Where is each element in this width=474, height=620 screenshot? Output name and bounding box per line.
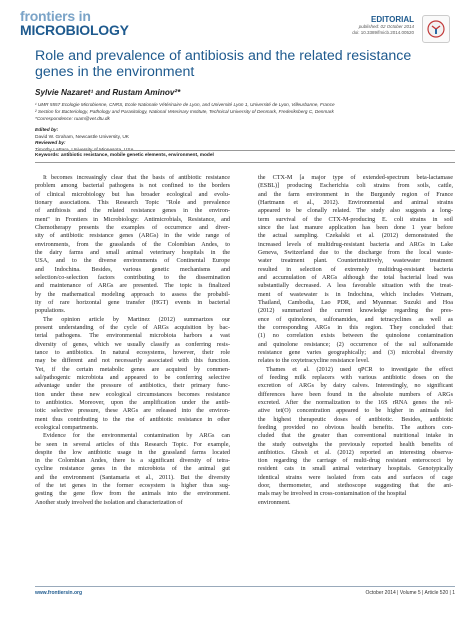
body-line: appeared to be clonally related. The study also suggests a long-: [258, 208, 453, 215]
title-line-1: Role and prevalence of antibiosis and the related resistance: [35, 48, 412, 64]
body-line: excretion of ARGs by dairy calves. Interestingly, no significant: [258, 383, 453, 390]
crossmark-icon[interactable]: [422, 15, 450, 43]
edited-by-block: [35, 128, 335, 142]
body-line: antibiotics. Ghosh et al. (2012) reported an interesting observa-: [258, 449, 453, 456]
body-line: and the environment (Santamaria et al., 2011). But the diversity: [35, 474, 230, 481]
body-line: Yet, if the certain metabolic genes are acquired by commen-: [35, 366, 230, 373]
correspondence: *Correspondence: ruam@vet.dtu.dk: [35, 115, 110, 121]
body-line: terial pathogens. The environmental microbiota harbors a vast: [35, 333, 230, 340]
published-date: published: 02 October 2014: [358, 24, 414, 29]
journal-logo: [20, 8, 129, 40]
affiliation-2: ² Section for Bacteriology, Pathology and Parasitology, National Veterinary Institute, Technical University of Denmark, Frederiksberg C, Denmark: [35, 108, 334, 114]
body-line: tion regarding the carriage of multi-drug resistant enterococci by: [258, 458, 453, 465]
doi: doi: 10.3389/fmicb.2014.00520: [352, 30, 414, 35]
body-line: present understanding of the cycle of ARGs acquisition by bac-: [35, 324, 230, 331]
body-line: problem among bacterial pathogens is not confined to the borders: [35, 183, 230, 190]
journal-name-line2: MICROBIOLOGY: [20, 22, 129, 38]
reviewed-by: Timothy LaPara, University of Minnesota, USA: [35, 147, 134, 153]
body-line: water treatment plant. Counterintuitively, wastewater treatment: [258, 258, 453, 265]
affiliations: [35, 102, 455, 122]
body-line: ence of quinolones, sulfonamides, and tetracyclines as well as: [258, 316, 453, 323]
title-line-2: genes in the environment: [35, 63, 195, 80]
body-line: ment thus contributing to the rise of antibiotic resistance in other: [35, 416, 230, 423]
body-line: term survival of the CTX-M-producing E. coli strains in soil: [258, 216, 453, 223]
citation: October 2014 | Volume 5 | Article 520 | 1: [365, 590, 455, 596]
body-line: Another study involved the isolation and characterization of: [35, 499, 183, 506]
body-line: in the Colombian Andes, there is a significant diversity of tetra-: [35, 458, 230, 465]
body-line: ecological compartments.: [35, 424, 99, 431]
body-line: tance to antibiotics. In natural ecosystems, however, their role: [35, 349, 230, 356]
body-line: and Indochina. Besides, various genetic mechanisms and: [35, 266, 230, 273]
body-line: ative tet(O) concentration appeared to be higher in animals fed: [258, 408, 453, 415]
body-line: (Hartmann et al., 2012). Environmental and animal strains: [258, 199, 453, 206]
footer-divider: [35, 586, 455, 587]
body-line: despite the low antibiotic usage in the grassland farms located: [35, 449, 230, 456]
body-line: populations.: [35, 308, 66, 315]
body-line: resident cats in small animal veterinary hospitals. Genotypically: [258, 466, 453, 473]
body-line: iotic selective pressure, these ARGs are released into the environ-: [35, 408, 230, 415]
journal-name-line1: frontiers in: [20, 8, 91, 24]
body-line: (ESBL)] producing Escherichia coli strains from soils, cattle,: [258, 183, 453, 190]
body-line: and maintenance of ARGs are presented. The topic is finalized: [35, 283, 230, 290]
body-line: (1) no correlation exists between the quinolone contamination: [258, 333, 453, 340]
body-line: mals may be involved in cross-contamination of the hospital: [258, 491, 407, 498]
body-line: relates to the oxytetracycline resistance level.: [258, 358, 370, 365]
body-line: advantage under the pressure of antibiotics, their primary func-: [35, 383, 230, 390]
body-line: ment of wastewater is in Indochina, which includes Vietnam,: [258, 291, 453, 298]
body-line: sity of antibiotic resistance genes (ARGs) in the wide range of: [35, 233, 230, 240]
body-line: be seen in several articles of this Research Topic. For example,: [35, 441, 230, 448]
body-line: environment.: [258, 499, 291, 506]
body-line: of feeding milk replacers with various antibiotic doses on the: [258, 374, 453, 381]
body-line: Evidence for the environmental contamination by ARGs can: [43, 433, 230, 440]
body-line: excreted. After the normalization to the 16S rRNA genes the rel-: [258, 399, 453, 406]
body-line: substantially decreased. A less favorable situation with the treat-: [258, 283, 453, 290]
edited-by: David W. Graham, Newcastle University, UK: [35, 134, 130, 140]
crossmark-graphic: [427, 20, 445, 38]
body-line: ment" in Frontiers in Microbiology: Antimicrobials, Resistance, and: [35, 216, 230, 223]
body-line: the highest therapeutic doses of antibiotic. Besides, antibiotic: [258, 416, 453, 423]
body-line: of the tet genes in the former ecosystem is higher thus sug-: [35, 483, 230, 490]
body-line: resulted in selection of extremely multidrug-resistant bacteria: [258, 266, 453, 273]
reviewed-by-label: Reviewed by:: [35, 141, 66, 146]
body-line: (2012) summarized the current knowledge regarding the pres-: [258, 308, 453, 315]
body-line: selection/co-selection factors contributing to the dissemination: [35, 274, 230, 281]
body-line: and the farm environment in the Burgundy region of France: [258, 191, 453, 198]
body-line: tion under these new ecological circumstances becomes resistance: [35, 391, 230, 398]
divider: [35, 162, 455, 163]
body-line: by the mathematical modeling approach to assess the probabil-: [35, 291, 230, 298]
body-line: differences have been found in the absolute numbers of ARGs: [258, 391, 453, 398]
body-line: diversity of genes, which we usually classify as conferring resis-: [35, 341, 230, 348]
body-line: Geneva, Switzerland due to the discharge from the local waste-: [258, 249, 453, 256]
article-type-block: [352, 15, 414, 36]
body-line: of clinical microbiology but has broader ecological and evolu-: [35, 191, 230, 198]
body-line: increased levels of multidrug-resistant bacteria and ARGs in Lake: [258, 241, 453, 248]
body-line: of antibiosis and the related resistance genes in the environ-: [35, 208, 230, 215]
body-line: and quinolone resistance; (2) occurrence of the sul sulfonamide: [258, 341, 453, 348]
body-line: gesting the gene flow from the animals into the environment.: [35, 491, 230, 498]
body-column-right: [258, 174, 453, 574]
article-type: EDITORIAL: [371, 15, 414, 24]
body-line: may be different and not necessarily associated with this function.: [35, 358, 230, 365]
body-line: the corresponding ARGs in this region. They concluded that:: [258, 324, 453, 331]
body-line: Chemotherapy presents the examples of occurrence and diver-: [35, 224, 230, 231]
body-line: sal/pathogenic microbiota and appeared to be conferring selective: [35, 374, 230, 381]
body-line: ity of rare horizontal gene transfer (HGT) events in bacterial: [35, 299, 230, 306]
body-line: Thames et al. (2012) used qPCR to investigate the effect: [266, 366, 453, 373]
affiliation-1: ¹ UMR 5557 Ecologie Microbienne, CNRS, Ecole Nationale Vétérinaire de Lyon, and Université Lyon 1, Université de Lyon, Villeurbanne, France: [35, 102, 335, 107]
body-line: and accumulation of ARGs although the total bacterial load was: [258, 274, 453, 281]
body-line: cluded that the greater than conventional nutritional intake in: [258, 433, 453, 440]
body-line: since the last manure application has been done 1 year before: [258, 224, 453, 231]
body-line: identical strains were isolated from cats and surfaces of cage: [258, 474, 453, 481]
body-line: door, thermometer, and stethoscope suggesting that the ani-: [258, 483, 453, 490]
body-line: It becomes increasingly clear that the basis of antibiotic resistance: [43, 175, 230, 181]
body-line: resistance gene varies geographically; and (3) microbial diversity: [258, 349, 453, 356]
body-line: to antibiotics. Moreover, upon the amplification under the antib-: [35, 399, 230, 406]
authors: Sylvie Nazaret¹ and Rustam Aminov²*: [35, 88, 181, 97]
edited-by-label: Edited by:: [35, 128, 59, 133]
body-line: the dairy farms and small animal veterinary hospitals in the: [35, 249, 230, 256]
body-line: USA, and to the diverse environments of Continental Europe: [35, 258, 230, 265]
divider: [35, 150, 455, 151]
body-line: The opinion article by Martinez (2012) summarizes our: [43, 316, 230, 323]
body-line: the study outweighs the previously reported health benefits of: [258, 441, 453, 448]
journal-url[interactable]: www.frontiersin.org: [35, 590, 83, 596]
body-column-left: [35, 174, 230, 574]
body-line: tionary associations. This Research Topic "Role and prevalence: [35, 199, 230, 206]
body-line: the actual sampling. Czekalski et al. (2012) demonstrated the: [258, 233, 453, 240]
body-line: cycline resistance genes in the microbiota of the animal gut: [35, 466, 230, 473]
body-line: the CTX-M [a major type of extended-spectrum beta-lactamase: [258, 175, 453, 181]
keywords: Keywords: antibiotic resistance, mobile genetic elements, environment, model: [35, 153, 214, 158]
body-line: Thailand, Cambodia, Lao PDR, and Myanmar. Suzuki and Hoa: [258, 299, 453, 306]
article-title: [35, 49, 455, 80]
body-line: feeding provided no obvious health benefits. The authors con-: [258, 424, 453, 431]
body-line: environments, from the grasslands of the Colombian Andes, to: [35, 241, 230, 248]
